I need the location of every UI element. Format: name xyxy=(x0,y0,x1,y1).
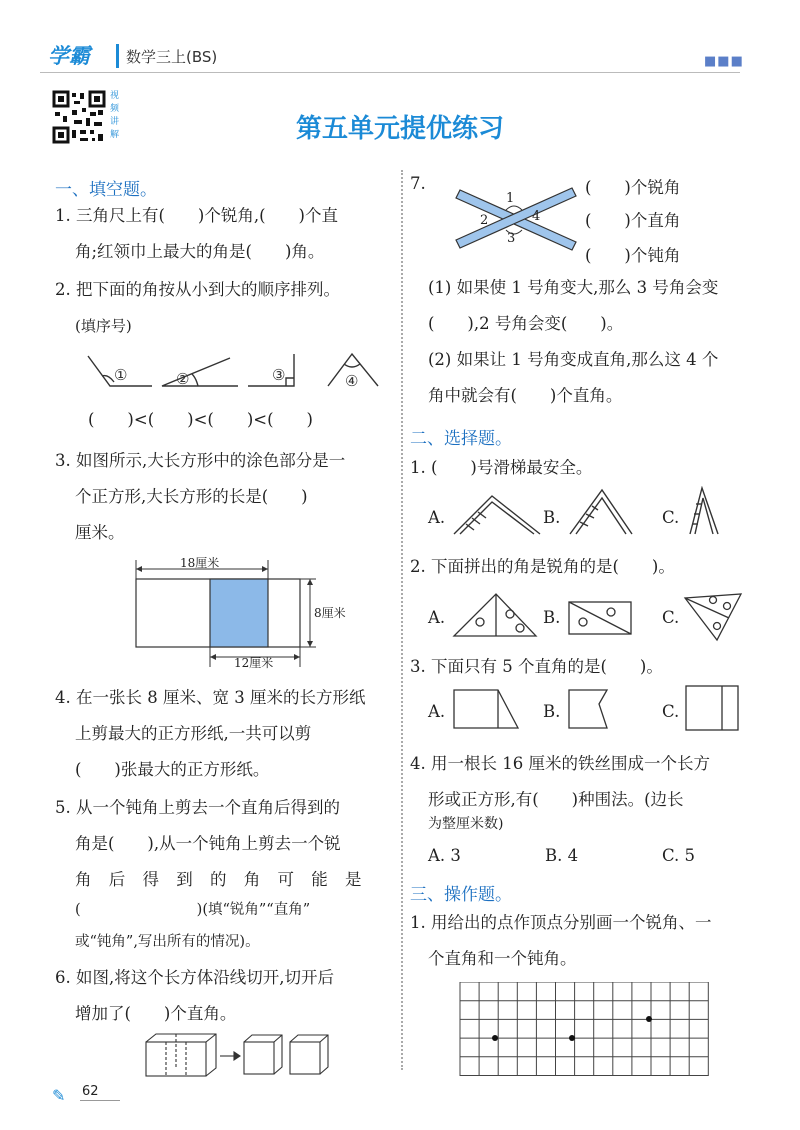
choice-2-option-c[interactable]: C. xyxy=(662,608,680,627)
brand-logo: 学霸 xyxy=(48,44,90,68)
question-5-line2: 角是( ),从一个钝角上剪去一个锐 xyxy=(75,834,341,853)
choice-4-line2: 形或正方形,有( )种围法。(边长 xyxy=(428,790,684,809)
qr-label: 视频讲解 xyxy=(110,91,120,140)
corner-mark: ■■■ xyxy=(704,54,744,69)
angle-3 xyxy=(248,354,294,386)
choice-1-option-a[interactable]: A. xyxy=(428,508,446,527)
column-divider xyxy=(401,170,403,1070)
grid-point-2 xyxy=(569,1035,575,1041)
operation-1-line1: 1. 用给出的点作顶点分别画一个锐角、一 xyxy=(410,913,712,932)
dot-grid[interactable] xyxy=(458,982,722,1076)
question-5-line3: 角 后 得 到 的 角 可 能 是 xyxy=(75,870,368,889)
question-7-part1-line1: (1) 如果使 1 号角变大,那么 3 号角会变 xyxy=(428,278,719,297)
question-4-line3: ( )张最大的正方形纸。 xyxy=(75,760,270,779)
book-title: 数学三上(BS) xyxy=(126,48,218,66)
angle-label-1: ① xyxy=(114,366,128,384)
angle-label-1: 1 xyxy=(506,191,515,206)
question-4-line2: 上剪最大的正方形纸,一共可以剪 xyxy=(75,724,312,743)
crossing-lines-diagram xyxy=(450,178,580,258)
cuboid-diagram xyxy=(142,1032,342,1080)
choice-1-question: 1. ( )号滑梯最安全。 xyxy=(410,458,593,477)
choice-2-option-b[interactable]: B. xyxy=(543,608,561,627)
question-6-line1: 6. 如图,将这个长方体沿线切开,切开后 xyxy=(55,968,334,987)
question-2-answer: ( )<( )<( )<( ) xyxy=(88,410,313,429)
rectangle-diagram xyxy=(130,555,360,670)
question-3-line1: 3. 如图所示,大长方形中的涂色部分是一 xyxy=(55,451,346,470)
triangle-pair-b-icon xyxy=(567,600,633,636)
choice-1-option-b[interactable]: B. xyxy=(543,508,561,527)
question-3-line3: 厘米。 xyxy=(75,523,125,542)
triangle-pair-a-icon xyxy=(452,592,538,640)
choice-4-line3: 为整厘米数) xyxy=(428,816,504,832)
question-5-line5: 或“钝角”,写出所有的情况)。 xyxy=(75,934,260,950)
section-multiple-choice: 二、选择题。 xyxy=(410,429,512,449)
slide-b-icon xyxy=(566,486,636,536)
triangle-pair-c-icon xyxy=(683,590,745,642)
q7-option-right: ( )个直角 xyxy=(585,211,681,230)
choice-4-option-a[interactable]: A. 3 xyxy=(428,846,461,865)
page-number: 62 xyxy=(82,1084,99,1099)
dim-12: 12厘米 xyxy=(234,656,274,670)
page-title: 第五单元提优练习 xyxy=(295,114,504,144)
choice-3-option-a[interactable]: A. xyxy=(428,702,446,721)
question-1-line2: 角;红领巾上最大的角是( )角。 xyxy=(75,242,325,261)
q7-option-acute: ( )个锐角 xyxy=(585,178,681,197)
slide-c-icon xyxy=(686,486,722,536)
grid-point-3 xyxy=(646,1016,652,1022)
question-7-part1-line2: ( ),2 号角会变( )。 xyxy=(428,314,624,333)
choice-4-option-b[interactable]: B. 4 xyxy=(545,846,579,865)
shape-c-icon xyxy=(684,684,740,734)
question-7-part2-line1: (2) 如果让 1 号角变成直角,那么这 4 个 xyxy=(428,350,719,369)
angle-label-4: ④ xyxy=(345,372,359,390)
dim-18: 18厘米 xyxy=(180,556,220,570)
shaded-square xyxy=(210,579,268,647)
choice-3-option-b[interactable]: B. xyxy=(543,702,561,721)
choice-4-option-c[interactable]: C. 5 xyxy=(662,846,696,865)
angle-diagrams xyxy=(80,350,390,400)
question-2-line2: (填序号) xyxy=(75,317,132,335)
question-3-line2: 个正方形,大长方形的长是( ) xyxy=(75,487,308,506)
choice-2-option-a[interactable]: A. xyxy=(428,608,446,627)
question-2-line1: 2. 把下面的角按从小到大的顺序排列。 xyxy=(55,280,340,299)
choice-1-option-c[interactable]: C. xyxy=(662,508,680,527)
angle-2 xyxy=(162,358,238,386)
choice-4-line1: 4. 用一根长 16 厘米的铁丝围成一个长方 xyxy=(410,754,710,773)
shape-a-icon xyxy=(452,688,522,732)
pencil-icon: ✎ xyxy=(52,1086,66,1105)
q7-option-obtuse: ( )个钝角 xyxy=(585,246,681,265)
question-6-line2: 增加了( )个直角。 xyxy=(75,1004,237,1023)
choice-3-question: 3. 下面只有 5 个直角的是( )。 xyxy=(410,657,663,676)
choice-2-question: 2. 下面拼出的角是锐角的是( )。 xyxy=(410,557,675,576)
angle-label-2: 2 xyxy=(480,213,489,228)
footer-rule xyxy=(80,1100,120,1101)
angle-label-4: 4 xyxy=(532,209,541,224)
angle-label-3: ③ xyxy=(272,366,286,384)
angle-label-3: 3 xyxy=(507,231,516,246)
shape-b-icon xyxy=(567,688,617,732)
logo-divider xyxy=(116,44,119,68)
dim-8: 8厘米 xyxy=(314,606,346,620)
choice-3-option-c[interactable]: C. xyxy=(662,702,680,721)
question-1-line1: 1. 三角尺上有( )个锐角,( )个直 xyxy=(55,206,338,225)
question-5-line4: ( )(填“锐角”“直角” xyxy=(75,902,311,918)
question-5-line1: 5. 从一个钝角上剪去一个直角后得到的 xyxy=(55,798,340,817)
grid-point-1 xyxy=(492,1035,498,1041)
operation-1-line2: 个直角和一个钝角。 xyxy=(428,949,577,968)
section-fill-blank: 一、填空题。 xyxy=(55,180,157,200)
question-7-part2-line2: 角中就会有( )个直角。 xyxy=(428,386,623,405)
question-4-line1: 4. 在一张长 8 厘米、宽 3 厘米的长方形纸 xyxy=(55,688,366,707)
question-7-number: 7. xyxy=(410,174,426,193)
angle-label-2: ② xyxy=(176,370,190,388)
slide-a-icon xyxy=(452,492,542,536)
header-rule xyxy=(40,72,740,73)
section-operation: 三、操作题。 xyxy=(410,885,512,905)
